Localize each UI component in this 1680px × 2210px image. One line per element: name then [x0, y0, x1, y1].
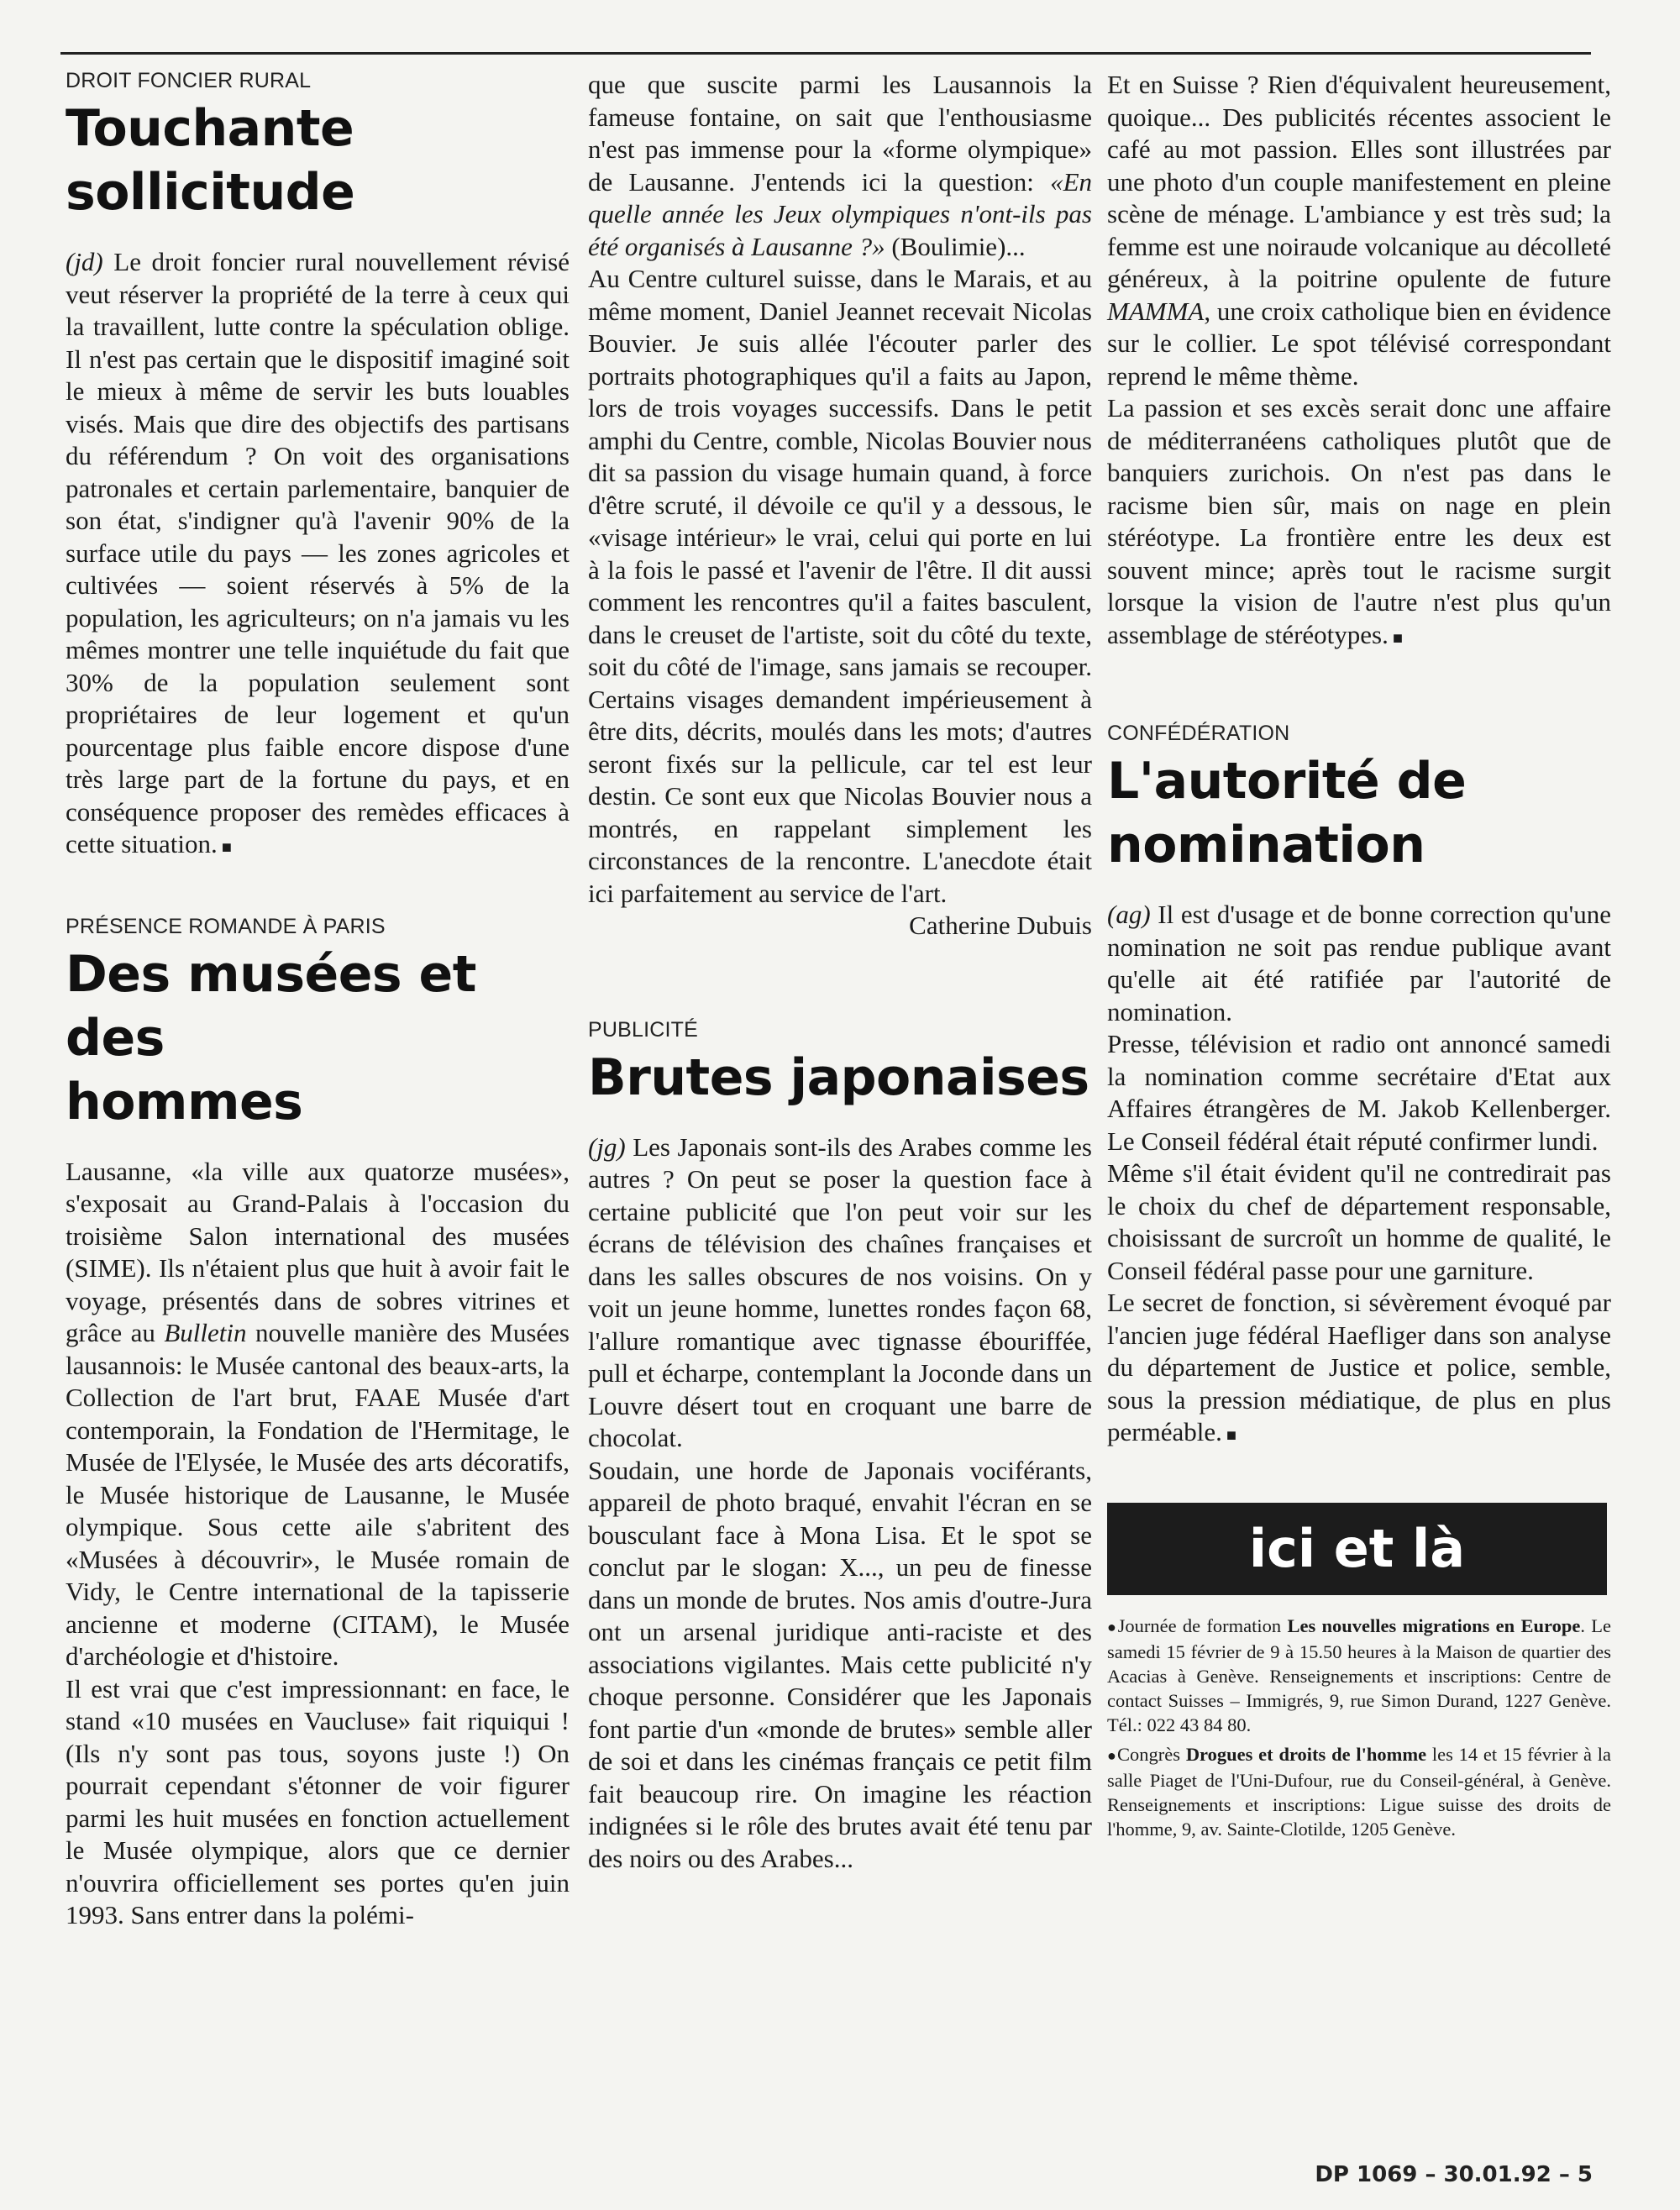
article-droit-foncier [66, 69, 570, 864]
paragraph-text: Il est d'usage et de bonne correction qu'une nomination ne soit pas rendue publique avant qu'elle ait été ratifiée par l'autorité de nomination. [1107, 900, 1611, 1026]
headline-line-1: Des musées et des [66, 944, 476, 1068]
article-body [66, 1156, 570, 1932]
notice-title: Drogues et droits de l'homme [1185, 1743, 1427, 1765]
author-signature: Catherine Dubuis [909, 911, 1092, 940]
article-brutes-continued [1107, 69, 1611, 654]
headline-line-2: hommes [66, 1072, 303, 1131]
paragraph [1107, 69, 1611, 392]
paragraph [66, 1156, 570, 1673]
article-body [1107, 69, 1611, 654]
paragraph: La passion et ses excès serait donc une affaire de méditerranéens catholiques plutôt que de banquiers zurichois. On n'est pas dans le racisme bien sûr, mais on nage en plein stéréotype. La frontière entre les deux est souvent mince; après tout le racisme surgit lorsque la vision de l'autre n'est plus qu'un assemblage de stéréotypes. ■ [1107, 392, 1611, 654]
paragraph-text: Et en Suisse ? Rien d'équivalent heureusement, quoique... Des publicités récentes associent le café au mot passion. Elles sont illustrées par une photo d'un couple manifestement en pleine scène de ménage. L'ambiance y est très sud; la femme est une noiraude volcanique au décolleté généreux, à la poitrine opulente de future [1107, 70, 1611, 293]
paragraph-text: , une croix catholique bien en évidence sur le collier. Le spot télévisé correspondant reprend le même thème. [1107, 296, 1611, 391]
article-kicker: CONFÉDÉRATION [1107, 722, 1290, 745]
top-rule [60, 52, 1591, 55]
article-headline [66, 942, 570, 1134]
paragraph [1107, 899, 1611, 1028]
headline-line-2: sollicitude [66, 163, 355, 222]
paragraph: Au Centre culturel suisse, dans le Marais, et au même moment, Daniel Jeannet recevait Nicolas Bouvier. Je suis allée l'écouter parler des portraits photographiques qu'il a faits au Japon, lors de trois voyages successifs. Dans le petit amphi du Centre, comble, Nicolas Bouvier nous dit sa passion du visage humain quand, à force d'être scruté, il dévoile ce qu'il y a dessous, le «visage intérieur» le vrai, celui qui porte en lui à la fois le passé et l'avenir de l'être. Il dit aussi comment les rencontres qu'il a faites basculent, dans le creuset de l'artiste, soit du côté du texte, soit du côté de l'image, sans jamais se recouper. Certains visages demandent impérieusement à être dits, décrits, moulés dans les mots; d'autres seront fixés sur la pellicule, car tel est leur destin. Ce sont eux que Nicolas Bouvier nous a montrés, en rappelant simplement les circonstances de la rencontre. L'anecdote était ici parfaitement au service de l'art. [588, 264, 1092, 908]
author-initials: (jd) [66, 247, 103, 276]
paragraph-text: Lausanne, «la ville aux quatorze musées», s'exposait au Grand-Palais à l'occasion du troisième Salon international des musées (SIME). Ils n'étaient plus que huit à avoir fait le voyage, présentés dans de sobres vitrines et grâce au [66, 1156, 570, 1347]
paragraph-text: Le droit foncier rural nouvellement révisé veut réserver la propriété de la terre à ceux qui la travaillent, lutte contre la spéculation oblige. Il n'est pas certain que le dispositif imaginé soit le mieux à même de servir les buts louables visés. Mais que dire des objectifs des partisans du référendum ? On voit des organisations patronales et certain parlementaire, banquier de son état, s'indigner qu'à l'avenir 90% de la surface utile du pays — les zones agricoles et cultivées — soient réservés à 5% de la population, les agriculteurs; on n'a jamais vu les mêmes montrer une telle inquiétude du fait que 30% de la population seulement sont propriétaires de leur logement et qu'un pourcentage plus faible encore dispose d'une très large part de la fortune du pays, et en conséquence proposer des remèdes efficaces à cette situation. [66, 247, 570, 858]
paragraph-text: nouvelle manière des Musées lausannois: le Musée cantonal des beaux-arts, la Collection de l'art brut, FAAE Musée d'art contemporain, la Fondation de l'Hermitage, le Musée de l'Elysée, le Musée des arts décoratifs, le Musée historique de Lausanne, le Musée olympique. Sous cette aile s'abritent des «Musées à découvrir», le Musée romain de Vidy, le Centre international de la tapisserie ancienne et moderne (CITAM), le Musée d'archéologie et d'histoire. [66, 1318, 570, 1671]
notice-text: les 14 et 15 février à la salle Piaget de l'Uni-Dufour, rue du Conseil-général, à Genève. Renseignements et inscriptions: Ligue suisse des droits de l'homme, 9, av. Sainte-Clotilde, 1205 Genève. [1107, 1743, 1611, 1840]
article-musees [66, 915, 570, 1932]
author-initials: (ag) [1107, 900, 1151, 929]
article-autorite [1107, 722, 1611, 1452]
paragraph: Presse, télévision et radio ont annoncé samedi la nomination comme secrétaire d'Etat aux Affaires étrangères de M. Jakob Kellenberger. Le Conseil fédéral était réputé confirmer lundi. [1107, 1029, 1611, 1156]
paragraph-text: Les Japonais sont-ils des Arabes comme les autres ? On peut se poser la question face à certaine publicité que l'on peut voir sur les écrans de télévision des chaînes françaises et dans les salles obscures de nos voisins. On y voit un jeune homme, lunettes rondes façon 68, l'allure romantique avec tignasse ébouriffée, pull et écharpe, contemplant la Joconde dans un Louvre désert tout en croquant une barre de chocolat. [588, 1131, 1092, 1452]
paragraph: Il est vrai que c'est impressionnant: en face, le stand «10 musées en Vaucluse» fait riquiqui ! (Ils n'y sont pas tous, soyons juste !) On pourrait cependant s'étonner de voir figurer parmi les huit musées en fonction actuellement le Musée olympique, alors que ce dernier n'ouvrira officiellement ses portes qu'en juin 1993. Sans entrer dans la polémi- [66, 1673, 570, 1929]
paragraph [588, 1131, 1092, 1455]
paragraph [588, 69, 1092, 263]
article-kicker: PRÉSENCE ROMANDE À PARIS [66, 914, 386, 938]
article-headline [66, 97, 570, 224]
paragraph-text: (Boulimie)... [885, 231, 1026, 261]
notices-list [1107, 1614, 1611, 1841]
author-initials: (jg) [588, 1131, 626, 1162]
paragraph: Soudain, une horde de Japonais vociférants, appareil de photo braqué, envahit l'écran en se bousculant face à Mona Lisa. Et le spot se conclut par le slogan: X..., un peu de finesse dans un monde de brutes. Nos amis d'outre-Jura ont un arsenal juridique anti-raciste et des associations vigilantes. Mais cette publicité n'y choque personne. Considérer que les Japonais font partie d'un «monde de brutes» semble aller de soi et dans les cinémas français ce petit film fait beaucoup rire. On imagine les réaction indignées si le rôle des brutes avait été tenu par des noirs ou des Arabes... [588, 1455, 1092, 1873]
italic-text: MAMMA [1107, 296, 1205, 326]
notice-item [1107, 1742, 1611, 1841]
headline-line-1: L'autorité de [1107, 752, 1467, 811]
column-3 [1107, 69, 1611, 1846]
article-body [1107, 899, 1611, 1452]
paragraph: Le secret de fonction, si sévèrement évoqué par l'ancien juge fédéral Haefliger dans son analyse du département de Justice et police, semble, sous la pression médiatique, de plus en plus perméable. ■ [1107, 1287, 1611, 1452]
italic-text: Bulletin [164, 1318, 247, 1347]
page-footer: DP 1069 – 30.01.92 – 5 [1315, 2162, 1593, 2187]
ici-et-la-banner: ici et là [1107, 1503, 1607, 1595]
ici-et-la-section [1107, 1503, 1611, 1841]
notice-item [1107, 1614, 1611, 1737]
italic-text: «En quelle année les Jeux olympiques n'ont-ils pas été organisés à Lausanne ?» [588, 166, 1092, 261]
paragraph [66, 246, 570, 864]
notice-text: Congrès [1117, 1743, 1186, 1765]
article-kicker: PUBLICITÉ [588, 1017, 698, 1042]
article-brutes-japonaises [588, 1018, 1092, 1876]
article-body [66, 246, 570, 864]
headline-line-1: Touchante [66, 99, 354, 158]
paragraph: Même s'il était évident qu'il ne contredirait pas le choix du chef de département responsable, choisissant de surcroît un homme de qualité, le Conseil fédéral passe pour une garniture. [1107, 1158, 1611, 1285]
notice-text: Journée de formation [1117, 1614, 1288, 1636]
article-kicker: DROIT FONCIER RURAL [66, 69, 312, 92]
article-body [588, 69, 1092, 942]
notice-text: . Le samedi 15 février de 9 à 15.50 heures à la Maison de quartier des Acacias à Genève. Renseignements et inscriptions: Centre de contact Suisses – Immigrés, 9, rue Simon Durand, 1227 Genève. Tél.: 022 43 84 80. [1107, 1614, 1612, 1735]
article-headline [1107, 749, 1611, 877]
headline-line-2: nomination [1107, 816, 1425, 874]
notice-title: Les nouvelles migrations en Europe [1287, 1614, 1581, 1636]
article-musees-continued [588, 69, 1092, 942]
column-1 [66, 69, 570, 1982]
paragraph-text: que que suscite parmi les Lausannois la fameuse fontaine, on sait que l'enthousiasme n'est pas immense pour la «forme olympique» de Lausanne. J'entends ici la question: [588, 70, 1092, 197]
column-2 [588, 69, 1092, 1925]
article-body [588, 1131, 1092, 1876]
article-headline: Brutes japonaises [588, 1047, 1089, 1107]
